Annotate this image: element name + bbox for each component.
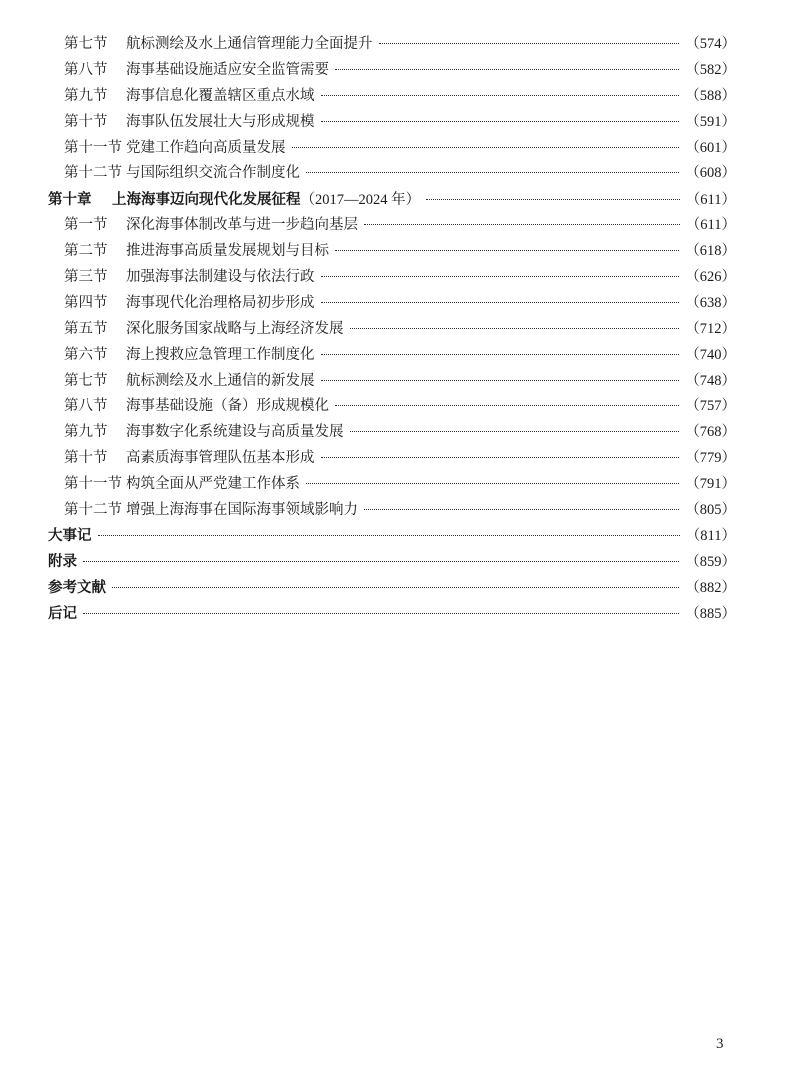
- dot-leader: [364, 224, 680, 225]
- toc-row: [48, 84, 736, 110]
- dot-leader: [335, 405, 679, 406]
- dot-leader: [379, 43, 680, 44]
- toc-row: [48, 394, 736, 420]
- section-number: 第十一节: [64, 139, 122, 156]
- dot-leader: [98, 535, 680, 536]
- page-reference: （712）: [685, 320, 736, 337]
- section-number: 第十一节: [64, 476, 122, 493]
- section-title: 海事现代化治理格局初步形成: [126, 294, 315, 311]
- section-title: 增强上海海事在国际海事领域影响力: [126, 502, 358, 519]
- page-reference: （574）: [685, 36, 736, 52]
- page-reference: （618）: [685, 243, 736, 260]
- page-reference: （638）: [685, 294, 736, 311]
- dot-leader: [364, 509, 679, 510]
- toc-chapter-row: [48, 187, 736, 213]
- section-number: 第七节: [64, 36, 108, 52]
- section-title: 与国际组织交流合作制度化: [126, 165, 300, 182]
- section-number: 第十二节: [64, 165, 122, 182]
- toc-top-row: [48, 602, 736, 628]
- dot-leader: [350, 431, 680, 432]
- dot-leader: [321, 457, 680, 458]
- section-number: 第九节: [64, 87, 108, 104]
- page-reference: （588）: [685, 87, 736, 104]
- page-reference: （608）: [685, 165, 736, 182]
- dot-leader: [306, 172, 679, 173]
- section-title: 深化海事体制改革与进一步趋向基层: [126, 217, 358, 234]
- page-reference: （591）: [685, 113, 736, 130]
- dot-leader: [335, 69, 679, 70]
- section-title: 加强海事法制建设与依法行政: [126, 269, 315, 286]
- section-number: 第八节: [64, 398, 108, 415]
- section-number: 第十二节: [64, 502, 122, 519]
- toc-row: [48, 110, 736, 136]
- table-of-contents: [48, 32, 736, 627]
- toc-row: [48, 32, 736, 58]
- section-number: 第六节: [64, 346, 108, 363]
- toc-row: [48, 239, 736, 265]
- page-reference: （611）: [685, 192, 736, 209]
- section-number: 第十节: [64, 113, 108, 130]
- section-number: 第五节: [64, 320, 108, 337]
- page-reference: （859）: [685, 553, 736, 570]
- toc-row: [48, 369, 736, 395]
- dot-leader: [112, 587, 679, 588]
- page-reference: （626）: [685, 269, 736, 286]
- dot-leader: [83, 613, 679, 614]
- dot-leader: [292, 147, 680, 148]
- toc-row: [48, 420, 736, 446]
- section-title: 海事队伍发展壮大与形成规模: [126, 113, 315, 130]
- toc-row: [48, 291, 736, 317]
- toc-row: [48, 498, 736, 524]
- dot-leader: [426, 199, 680, 200]
- dot-leader: [306, 483, 679, 484]
- page-reference: （611）: [685, 217, 736, 234]
- toc-top-row: [48, 550, 736, 576]
- section-number: 第七节: [64, 372, 108, 389]
- page-number: 3: [716, 1036, 724, 1052]
- top-level-title: 后记: [48, 605, 77, 622]
- page-reference: （885）: [685, 605, 736, 622]
- dot-leader: [321, 276, 680, 277]
- chapter-title: [112, 188, 420, 214]
- page-reference: （768）: [685, 424, 736, 441]
- section-number: 第十节: [64, 450, 108, 467]
- dot-leader: [350, 328, 680, 329]
- section-title: 航标测绘及水上通信的新发展: [126, 372, 315, 389]
- top-level-title: 参考文献: [48, 579, 106, 596]
- page-reference: （882）: [685, 579, 736, 596]
- dot-leader: [321, 302, 680, 303]
- section-title: 党建工作趋向高质量发展: [126, 139, 286, 156]
- page-reference: （582）: [685, 61, 736, 78]
- dot-leader: [321, 95, 680, 96]
- page-reference: （811）: [685, 527, 736, 544]
- dot-leader: [83, 561, 679, 562]
- toc-row: [48, 317, 736, 343]
- dot-leader: [321, 121, 680, 122]
- section-title: 海事数字化系统建设与高质量发展: [126, 424, 344, 441]
- section-number: 第八节: [64, 61, 108, 78]
- dot-leader: [335, 250, 679, 251]
- section-title: 高素质海事管理队伍基本形成: [126, 450, 315, 467]
- top-level-title: 附录: [48, 553, 77, 570]
- section-title: 推进海事高质量发展规划与目标: [126, 243, 329, 260]
- section-title: 航标测绘及水上通信管理能力全面提升: [126, 36, 373, 52]
- page-reference: （805）: [685, 502, 736, 519]
- toc-row: [48, 136, 736, 162]
- page-reference: （757）: [685, 398, 736, 415]
- toc-top-row: [48, 576, 736, 602]
- page-reference: （740）: [685, 346, 736, 363]
- section-number: 第一节: [64, 217, 108, 234]
- section-number: 第三节: [64, 269, 108, 286]
- toc-row: [48, 472, 736, 498]
- section-title: 构筑全面从严党建工作体系: [126, 476, 300, 493]
- chapter-years: （2017—2024 年）: [300, 192, 421, 209]
- section-title: 海上搜救应急管理工作制度化: [126, 346, 315, 363]
- section-title: 深化服务国家战略与上海经济发展: [126, 320, 344, 337]
- section-number: 第九节: [64, 424, 108, 441]
- toc-top-row: [48, 524, 736, 550]
- page-reference: （791）: [685, 476, 736, 493]
- section-title: 海事基础设施适应安全监管需要: [126, 61, 329, 78]
- page-reference: （601）: [685, 139, 736, 156]
- chapter-title-text: 上海海事迈向现代化发展征程: [112, 192, 301, 209]
- top-level-title: 大事记: [48, 527, 92, 544]
- section-number: 第二节: [64, 243, 108, 260]
- page-reference: （748）: [685, 372, 736, 389]
- chapter-number: 第十章: [48, 191, 92, 209]
- toc-row: [48, 265, 736, 291]
- toc-row: [48, 58, 736, 84]
- toc-row: [48, 446, 736, 472]
- page-reference: （779）: [685, 450, 736, 467]
- dot-leader: [321, 380, 680, 381]
- toc-row: [48, 343, 736, 369]
- toc-row: [48, 161, 736, 187]
- toc-row: [48, 213, 736, 239]
- section-number: 第四节: [64, 294, 108, 311]
- section-title: 海事基础设施（备）形成规模化: [126, 398, 329, 415]
- section-title: 海事信息化覆盖辖区重点水域: [126, 87, 315, 104]
- dot-leader: [321, 354, 680, 355]
